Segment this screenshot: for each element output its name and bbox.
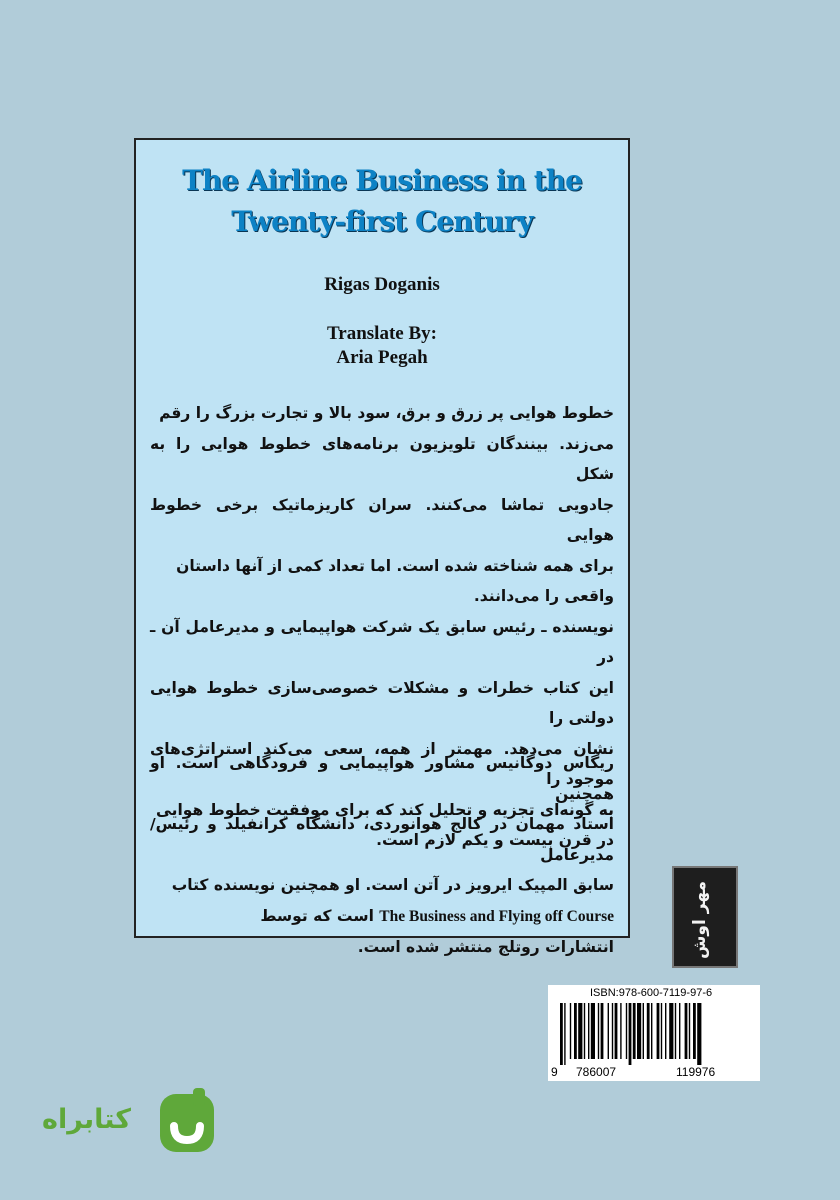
barcode-bar [657,1003,660,1059]
book-title-english: The Business and Flying off Course [379,907,614,925]
book-title [136,160,628,242]
translator-name: Aria Pegah [336,347,428,368]
text-line: استاد مهمان در کالج هوانوردی، دانشگاه کرانفیلد و رئیس/مدیرعامل [150,815,614,864]
barcode-bar [615,1003,618,1059]
barcode-bar [647,1003,650,1059]
barcode-bar [608,1003,609,1059]
text-line: سابق المپیک ایرویز در آتن است. او همچنین نویسنده کتاب [171,876,614,894]
author-bio-paragraph [150,748,614,963]
barcode-bar [612,1003,613,1059]
barcode-bar [637,1003,641,1059]
translator-block [136,322,628,370]
text-line: در قرن بیست و یکم لازم است. [376,831,614,849]
barcode-bar [584,1003,585,1059]
barcode-bar [633,1003,636,1059]
barcode-bar [665,1003,666,1059]
barcode-bar [570,1003,571,1059]
barcode-bar [601,1003,604,1059]
text-line: جادویی تماشا می‌کنند. سران کاریزماتیک برخی خطوط هوایی [150,495,614,544]
isbn-label: ISBN:978-600-7119-97-6 [590,987,713,999]
barcode-bar [661,1003,662,1059]
barcode-bar [564,1003,565,1065]
text-line: ریگاس دوگانیس مشاور هواپیمایی و فرودگاهی است. او همچنین [150,754,614,803]
barcode-bar [679,1003,680,1059]
text-line: انتشارات روتلج منتشر شده است. [357,938,614,956]
barcode-bar [689,1003,690,1059]
author-name: Rigas Doganis [324,274,440,295]
barcode-bar [669,1003,673,1059]
text-fragment: است که توسط [260,906,374,925]
barcode-bar [591,1003,595,1059]
text-line: نویسنده ـ رئیس سابق یک شرکت هواپیمایی و مدیرعامل آن ـ در [150,617,614,666]
barcode-bar [685,1003,688,1059]
back-cover-panel [134,138,630,956]
barcode-bar [574,1003,577,1059]
text-line: برای همه شناخته شده است. اما تعداد کمی از آنها داستان [176,556,614,575]
barcode-bars [560,1003,750,1065]
text-line: به گونه‌ای تجزیه و تحلیل کند که برای موفقیت خطوط هوایی [155,800,614,819]
text-line: واقعی را می‌دانند. [473,587,614,605]
ketabrah-brand [42,1088,222,1158]
publisher-logo-text: مهر اوش [690,880,710,960]
text-line: خطوط هوایی پر زرق و برق، سود بالا و تجارت بزرگ را رقم [159,404,614,422]
text-line [150,901,614,933]
ketabrah-logo-icon [160,1088,214,1156]
text-line: می‌زند. بینندگان تلویزیون برنامه‌های خطوط هوایی را به شکل [150,434,614,483]
brand-name: کتابراه [42,1104,131,1135]
barcode-bar [620,1003,621,1059]
publisher-logo-mark [674,868,736,966]
barcode-digits-left: 786007 [576,1065,617,1079]
barcode-bar [629,1003,632,1065]
barcode-digit-lead: 9 [551,1065,558,1079]
barcode-bar [598,1003,599,1059]
barcode-digits-right: 119976 [676,1065,716,1079]
isbn-barcode [548,985,760,1081]
barcode-bar [626,1003,627,1059]
barcode-bar [578,1003,582,1059]
barcode-bar [697,1003,701,1065]
title-line-1: The Airline Business in the [182,164,582,197]
barcode-bar [560,1003,563,1065]
text-line: این کتاب خطرات و مشکلات خصوصی‌سازی خطوط هوایی دولتی را [150,678,614,727]
barcode-bar [693,1003,696,1059]
barcode-bar [643,1003,644,1059]
barcode-bar [675,1003,676,1059]
publisher-logo [672,866,738,968]
title-line-2: Twenty-first Century [231,205,533,238]
barcode-bar [588,1003,589,1059]
translate-label: Translate By: [327,323,437,344]
barcode-bar [651,1003,652,1059]
text-line: نشان می‌دهد. مهمتر از همه، سعی می‌کند استراتژی‌های موجود را [150,739,614,788]
